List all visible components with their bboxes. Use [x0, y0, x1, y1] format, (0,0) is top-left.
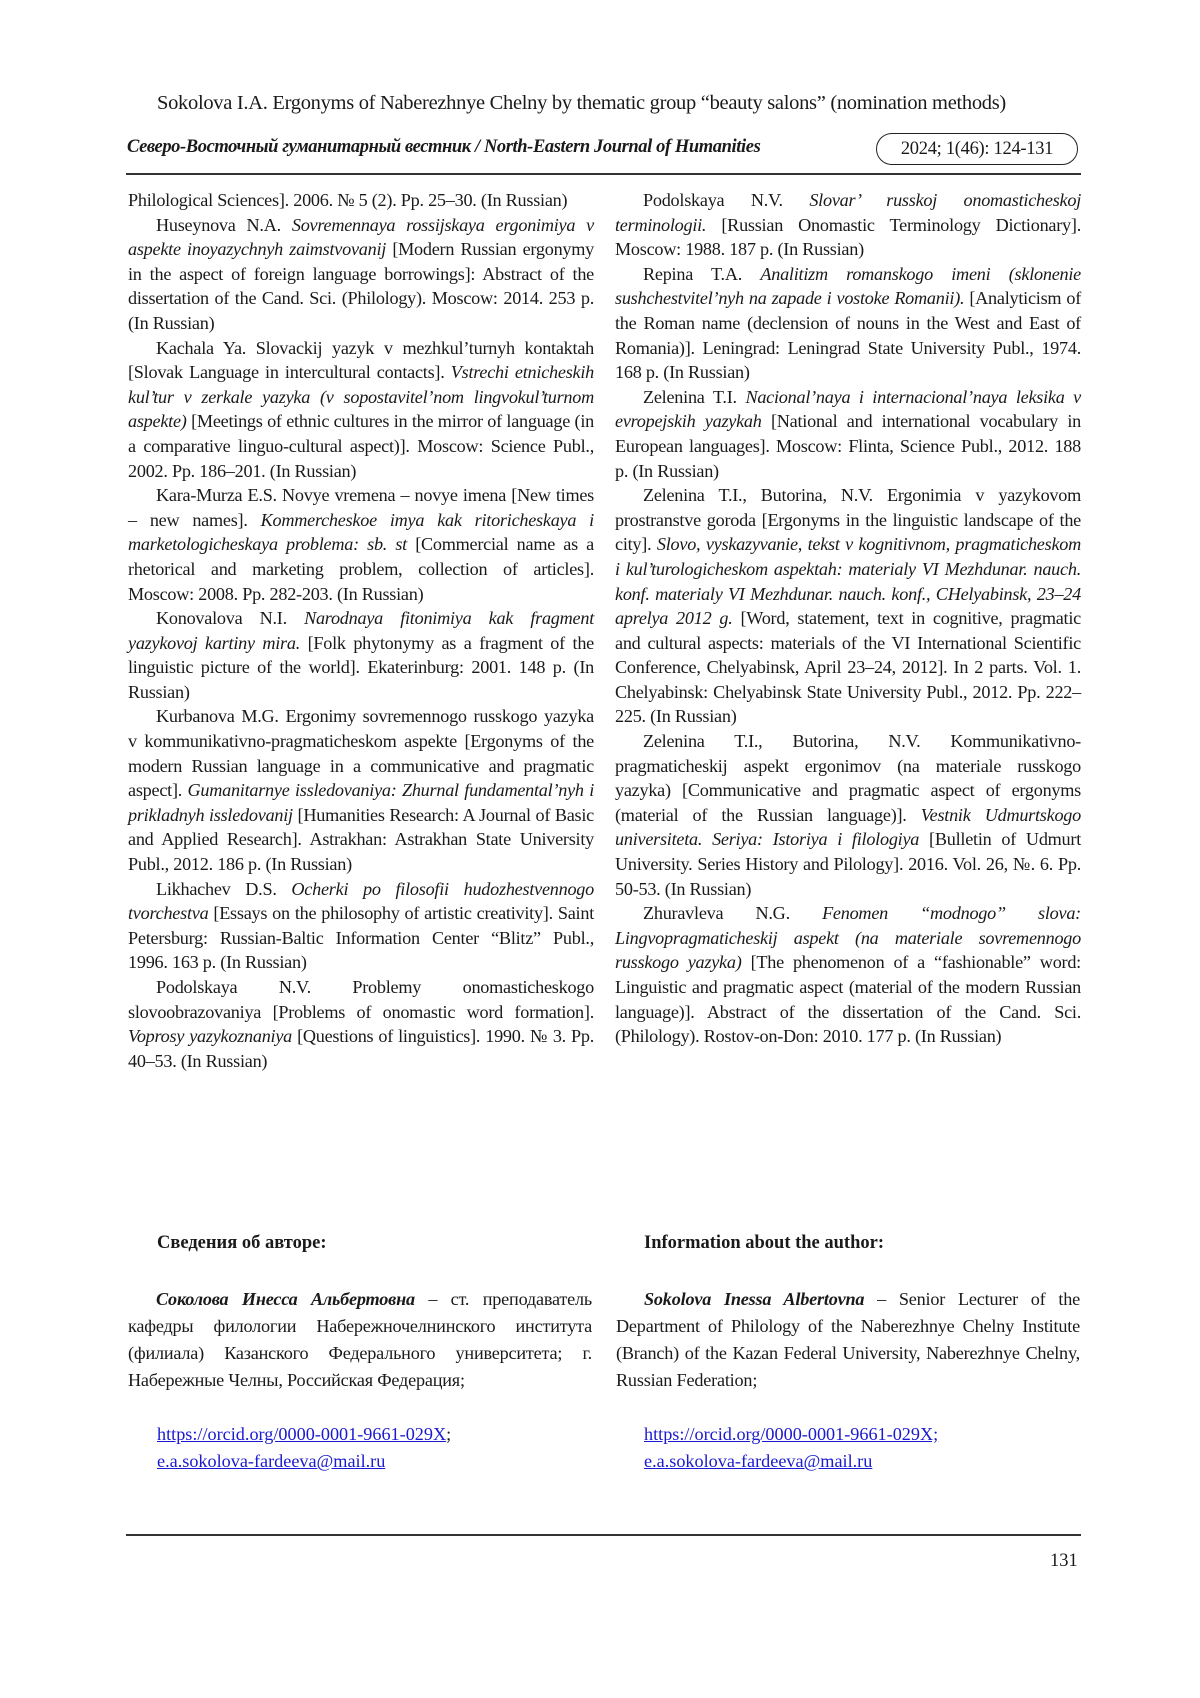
orcid-suffix: ;: [446, 1424, 452, 1444]
reference-item: [128, 877, 594, 975]
reference-item: [128, 483, 594, 606]
reference-title-italic: Vestnik Udmurtskogo universiteta. Seriya: Istoriya i filologiya: [615, 804, 1081, 850]
author-name-en: Sokolova Inessa Albertovna: [644, 1289, 865, 1309]
reference-text: [Humanities Research: A Journal of Basic and Applied Research]. Astrakhan: Astrakhan State University Publ., 2012. 186 p. (In Russian): [128, 804, 595, 875]
reference-item: [615, 188, 1081, 262]
reference-text: [Bulletin of Udmurt University. Series History and Pilology]. 2016. Vol. 26, №. 6. Pp. 50-53. (In Russian): [615, 829, 1082, 899]
reference-title-italic: Sovremennaya rossijskaya ergonimiya v aspekte inoyazychnyh zaimstvovanij: [128, 214, 594, 260]
reference-item: [128, 704, 594, 876]
reference-title-italic: Nacional’naya i internacional’naya leksika v evropejskih yazykah: [615, 386, 1082, 432]
reference-text: [Commercial name as a rhetorical and marketing problem, collection of articles]. Moscow: 2008. Pp. 282-203. (In Russian): [128, 534, 594, 604]
header-rule: [126, 173, 1081, 175]
reference-text: Zelenina T.I., Butorina, N.V. Kommunikativno-pragmaticheskij aspekt ergonimov (na materiale russkogo yazyka) [Communicative and pragmatic aspect of ergonyms (material of the Russian language)].: [615, 731, 1081, 825]
reference-item: [615, 901, 1081, 1049]
reference-text: Kachala Ya. Slovackij yazyk v mezhkul’turnyh kontaktah [Slovak Language in intercultural contacts].: [128, 337, 594, 383]
author-description-en: – Senior Lecturer of the Department of Philology of the Naberezhnye Chelny Institute (Branch) of the Kazan Federal University, Naberezhnye Chelny, Russian Federation;: [616, 1289, 1080, 1390]
issue-badge: 2024; 1(46): 124-131: [876, 133, 1078, 165]
email-link-en[interactable]: e.a.sokolova-fardeeva@mail.ru: [644, 1451, 873, 1471]
reference-text: Repina T.A.: [643, 263, 761, 284]
reference-text: [Essays on the philosophy of artistic creativity]. Saint Petersburg: Russian-Baltic Information Center “Blitz” Publ., 1996. 163 p. (In Russian): [128, 903, 594, 973]
author-name-ru: Соколова Инесса Альбертовна: [156, 1289, 415, 1309]
author-info-en: [616, 1286, 1080, 1394]
reference-text: [The phenomenon of a “fashionable” word: Linguistic and pragmatic aspect (material of the modern Russian language)]. Abstract of the dissertation of the Cand. Sci. (Philology). Rostov-on-Don: 2010. 177 p. (In Russian): [615, 952, 1081, 1047]
reference-item: [615, 729, 1081, 901]
orcid-link-en[interactable]: https://orcid.org/0000-0001-9661-029X;: [644, 1424, 939, 1444]
reference-item: [128, 975, 594, 1073]
orcid-link-ru[interactable]: https://orcid.org/0000-0001-9661-029X: [157, 1424, 447, 1444]
reference-text: Konovalova N.I.: [156, 608, 305, 629]
reference-title-italic: Kommercheskoe imya kak ritoricheskaya i marketologicheskaya problema: sb. st: [128, 509, 594, 555]
references-right-column: [615, 188, 1081, 1049]
reference-title-italic: Slovo, vyskazyvanie, tekst v kognitivnom, pragmaticheskom i kul’turologicheskom aspektah: materialy VI Mezhdunar. nauch. konf. materialy VI Mezhdunar. nauch. konf., CHelyabinsk, 23–24 aprelya 2012 g.: [615, 534, 1081, 629]
reference-title-italic: Analitizm romanskogo imeni (sklonenie sushchestvitel’nyh na zapade i vostoke Romanii).: [615, 263, 1081, 309]
reference-item: [128, 336, 594, 484]
reference-title-italic: Gumanitarnye issledovaniya: Zhurnal fundamental’nyh i prikladnyh issledovanij: [128, 780, 595, 825]
reference-text: [National and international vocabulary in European languages]. Moscow: Flinta, Science Publ., 2012. 188 p. (In Russian): [615, 411, 1081, 481]
reference-text: Philological Sciences]. 2006. № 5 (2). Pp. 25–30. (In Russian): [128, 190, 568, 210]
reference-title-italic: Narodnaya fitonimiya kak fragment yazykovoj kartiny mira.: [128, 608, 594, 653]
author-heading-ru: Сведения об авторе:: [157, 1233, 327, 1253]
reference-text: Podolskaya N.V. Problemy onomasticheskogo slovoobrazovaniya [Problems of onomastic word formation].: [128, 977, 594, 1022]
reference-text: [Folk phytonymy as a fragment of the linguistic picture of the world]. Ekaterinburg: 2001. 148 p. (In Russian): [128, 632, 594, 702]
reference-text: Likhachev D.S.: [156, 878, 292, 899]
author-links-en: [644, 1421, 938, 1475]
reference-text: Zhuravleva N.G.: [643, 903, 823, 924]
footer-rule: [126, 1534, 1081, 1536]
author-description-ru: – ст. преподаватель кафедры филологии Набережночелнинского института (филиала) Казанского Федерального университета; г. Набережные Челны, Российская Федерация;: [128, 1289, 593, 1390]
running-title: Sokolova I.A. Ergonyms of Naberezhnye Chelny by thematic group “beauty salons” (nomination methods): [157, 92, 1006, 114]
reference-text: [Meetings of ethnic cultures in the mirror of language (in a comparative linguo-cultural aspect)]. Moscow: Science Publ., 2002. Pp. 186–201. (In Russian): [128, 411, 594, 481]
reference-text: Huseynova N.A.: [156, 214, 292, 235]
reference-title-italic: Voprosy yazykoznaniya: [128, 1026, 293, 1047]
reference-item: [128, 188, 594, 213]
references-left-column: [128, 188, 594, 1073]
email-link-ru[interactable]: e.a.sokolova-fardeeva@mail.ru: [157, 1451, 386, 1471]
reference-text: [Word, statement, text in cognitive, pragmatic and cultural aspects: materials of the VI International Scientific Conference, Chelyabinsk, April 23–24, 2012]. In 2 parts. Vol. 1. Chelyabinsk: Chelyabinsk State University Publ., 2012. Pp. 222–225. (In Russian): [615, 608, 1081, 727]
reference-text: Kara-Murza E.S. Novye vremena – novye imena [New times – new names].: [128, 485, 594, 530]
reference-text: [Russian Onomastic Terminology Dictionary]. Moscow: 1988. 187 p. (In Russian): [615, 214, 1081, 260]
reference-title-italic: Ocherki po filosofii hudozhestvennogo tvorchestva: [128, 878, 594, 924]
author-links-ru: [157, 1421, 451, 1475]
reference-item: [615, 262, 1081, 385]
author-heading-en: Information about the author:: [644, 1233, 884, 1253]
reference-text: [Questions of linguistics]. 1990. № 3. Pp. 40–53. (In Russian): [128, 1026, 594, 1071]
reference-item: [615, 483, 1081, 729]
reference-title-italic: Fenomen “modnogo” slova: Lingvopragmaticheskij aspekt (na materiale sovremennogo russkogo yazyka): [615, 903, 1081, 973]
reference-title-italic: Slovar’ russkoj onomasticheskoj terminologii.: [615, 190, 1081, 235]
reference-title-italic: Vstrechi etnicheskih kul’tur v zerkale yazyka (v sopostavitel’nom lingvokul’turnom aspekte): [128, 362, 594, 432]
reference-text: Kurbanova M.G. Ergonimy sovremennogo russkogo yazyka v kommunikativno-pragmaticheskom aspekte [Ergonyms of the modern Russian language in a communicative and pragmatic aspect].: [128, 706, 594, 801]
page-number: 131: [1050, 1551, 1078, 1571]
reference-text: [Analyticism of the Roman name (declension of nouns in the West and East of Romania)]. Leningrad: Leningrad State University Publ., 1974. 168 p. (In Russian): [615, 288, 1081, 383]
reference-item: [128, 606, 594, 704]
reference-text: Zelenina T.I.: [643, 386, 746, 407]
reference-item: [128, 213, 594, 336]
reference-text: Zelenina T.I., Butorina, N.V. Ergonimia v yazykovom prostranstve goroda [Ergonyms in the linguistic landscape of the city].: [615, 485, 1081, 555]
reference-item: [615, 385, 1081, 483]
reference-text: [Modern Russian ergonymy in the aspect of foreign language borrowings]: Abstract of the dissertation of the Cand. Sci. (Philology). Moscow: 2014. 253 p. (In Russian): [128, 239, 594, 333]
author-info-ru: [128, 1286, 592, 1394]
journal-title: Северо-Восточный гуманитарный вестник / North-Eastern Journal of Humanities: [127, 137, 761, 157]
reference-text: Podolskaya N.V.: [643, 190, 810, 210]
